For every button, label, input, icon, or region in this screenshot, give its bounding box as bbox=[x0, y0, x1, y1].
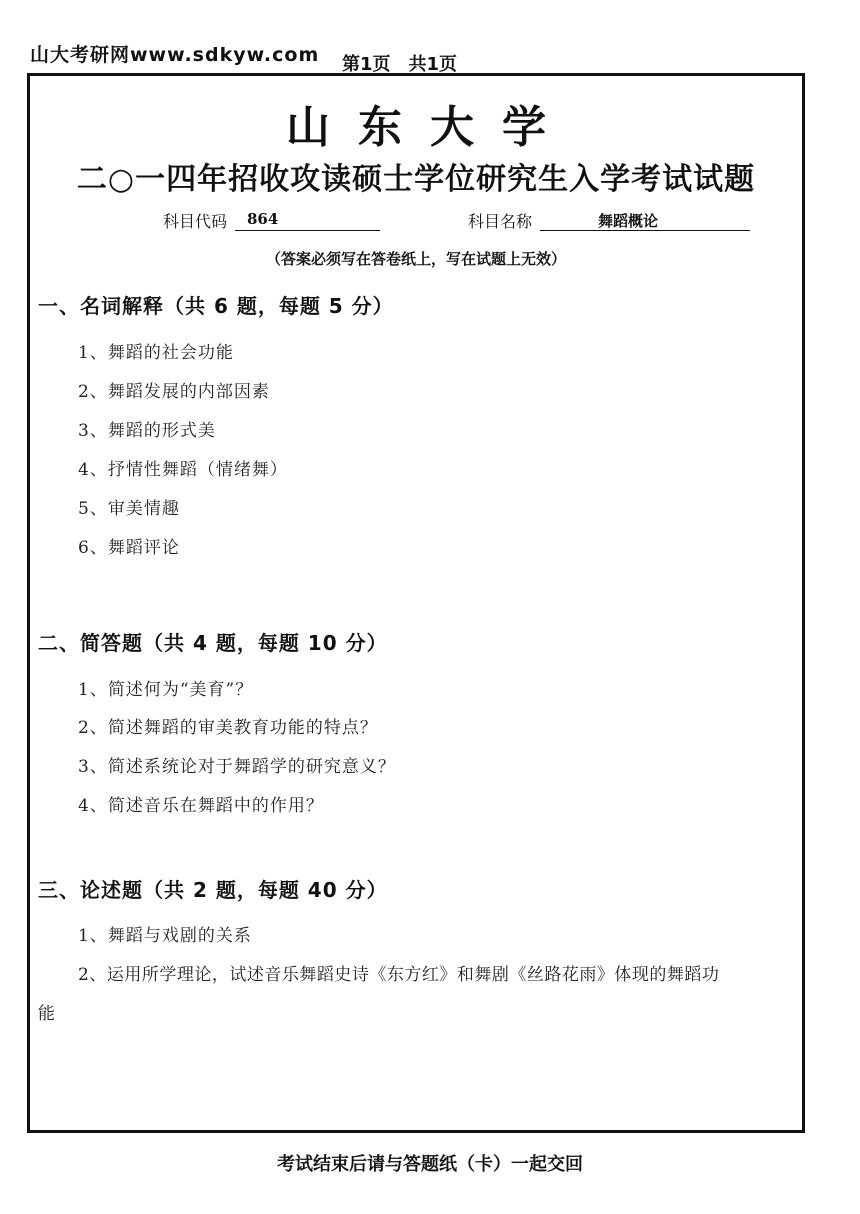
question-item: 3、简述系统论对于舞蹈学的研究意义？ bbox=[78, 757, 396, 777]
question-item: 6、舞蹈评论 bbox=[78, 538, 180, 558]
question-item: 2、舞蹈发展的内部因素 bbox=[78, 382, 270, 402]
question-item: 4、抒情性舞蹈（情绪舞） bbox=[78, 460, 288, 480]
section-title-definitions: 一、名词解释（共 6 题，每题 5 分） bbox=[38, 294, 394, 318]
exam-paper-frame bbox=[27, 73, 805, 1133]
subject-code-field bbox=[235, 210, 380, 231]
subject-code-value: 864 bbox=[247, 210, 279, 228]
answer-notice: （答案必须写在答卷纸上，写在试题上无效） bbox=[265, 250, 566, 268]
question-item: 4、简述音乐在舞蹈中的作用？ bbox=[78, 796, 324, 816]
subject-name-value: 舞蹈概论 bbox=[598, 212, 659, 230]
question-item: 1、舞蹈与戏剧的关系 bbox=[78, 926, 252, 946]
section-title-short-answer: 二、简答题（共 4 题，每题 10 分） bbox=[38, 631, 388, 655]
page-number: 第1页 共1页 bbox=[342, 54, 458, 75]
question-item: 1、舞蹈的社会功能 bbox=[78, 343, 234, 363]
subject-code-label: 科目代码 bbox=[163, 212, 228, 231]
question-item: 1、简述何为“美育”？ bbox=[78, 680, 254, 700]
university-name: 山东大学 bbox=[286, 102, 574, 153]
subject-name-label: 科目名称 bbox=[468, 212, 533, 231]
section-title-essay: 三、论述题（共 2 题，每题 40 分） bbox=[38, 878, 388, 902]
question-item: 3、舞蹈的形式美 bbox=[78, 421, 216, 441]
question-item: 2、简述舞蹈的审美教育功能的特点？ bbox=[78, 718, 378, 738]
subject-name-field bbox=[540, 210, 750, 231]
footer-note: 考试结束后请与答题纸（卡）一起交回 bbox=[277, 1154, 583, 1175]
question-item: 5、审美情趣 bbox=[78, 499, 180, 519]
question-item-continuation: 能 bbox=[38, 1004, 56, 1024]
watermark-text: 山大考研网www.sdkyw.com bbox=[30, 44, 320, 66]
exam-title: 二○一四年招收攻读硕士学位研究生入学考试试题 bbox=[76, 162, 756, 197]
question-item: 2、运用所学理论，试述音乐舞蹈史诗《东方红》和舞剧《丝路花雨》体现的舞蹈功 bbox=[78, 965, 720, 985]
